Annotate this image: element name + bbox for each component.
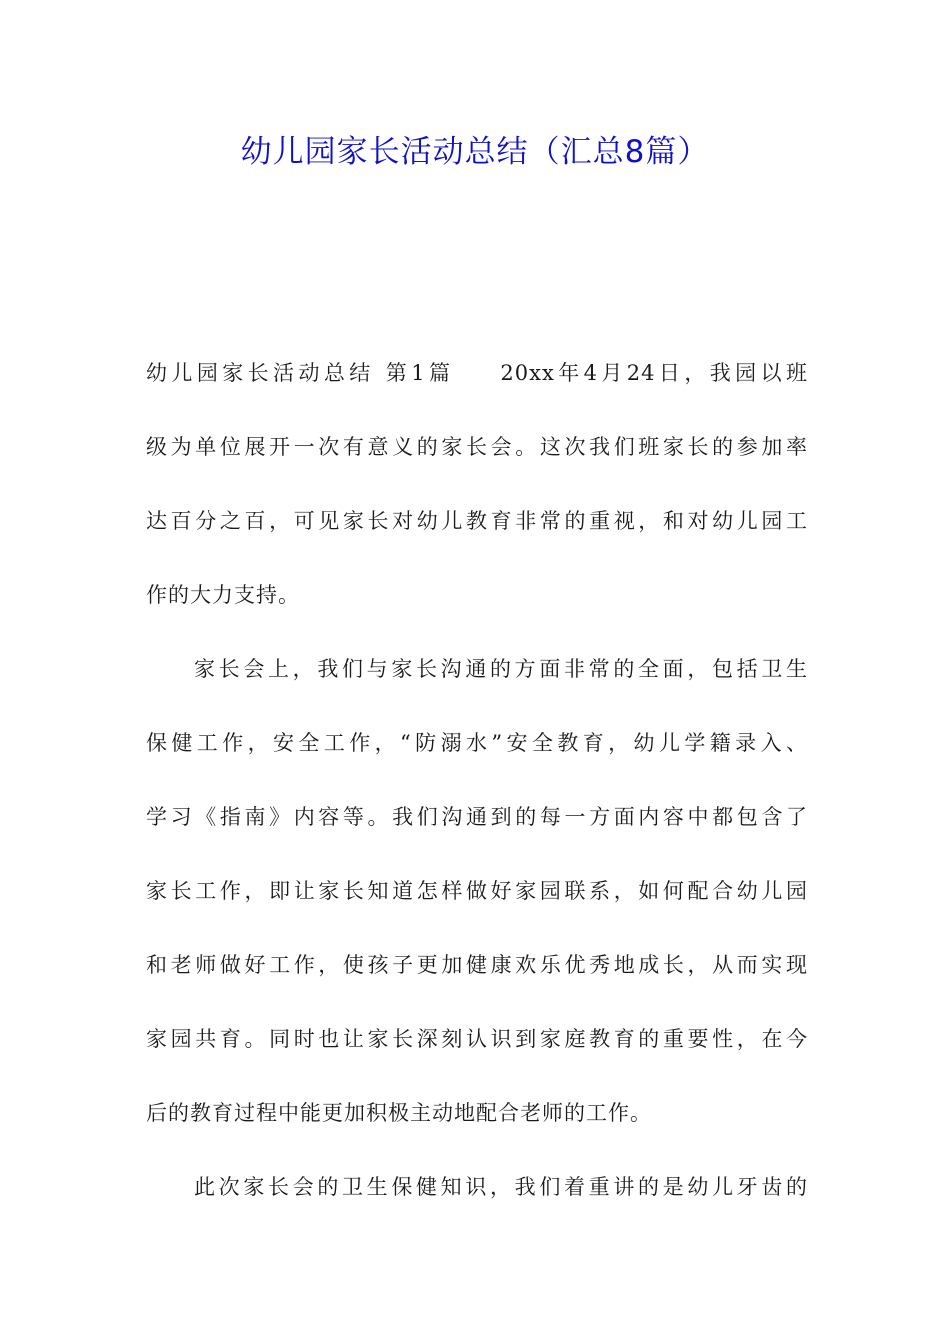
paragraph-2 bbox=[146, 632, 808, 1150]
paragraph-line: 家园共育。同时也让家长深刻认识到家庭教育的重要性，在今 bbox=[146, 1027, 808, 1051]
paragraph-line: 级为单位展开一次有意义的家长会。这次我们班家长的参加率 bbox=[146, 435, 808, 459]
paragraph-line: 学习《指南》内容等。我们沟通到的每一方面内容中都包含了 bbox=[146, 805, 808, 829]
paragraph-line: 后的教育过程中能更加积极主动地配合老师的工作。 bbox=[146, 1101, 652, 1125]
paragraph-line bbox=[146, 336, 808, 410]
paragraph-line: 保健工作，安全工作，“防溺水”安全教育，幼儿学籍录入、 bbox=[146, 731, 808, 755]
paragraph-3 bbox=[146, 1150, 808, 1224]
document-title: 幼儿园家长活动总结（汇总8篇） bbox=[240, 134, 710, 170]
paragraph-line: 达百分之百，可见家长对幼儿教育非常的重视，和对幼儿园工 bbox=[146, 509, 808, 533]
paragraph-line: 作的大力支持。 bbox=[146, 583, 300, 607]
paragraph-1 bbox=[146, 336, 808, 632]
paragraph-text: 20xx年4月24日，我园以班 bbox=[500, 361, 808, 385]
document-body bbox=[146, 336, 808, 1224]
paragraph-line: 和老师做好工作，使孩子更加健康欢乐优秀地成长，从而实现 bbox=[146, 953, 808, 977]
paragraph-line: 此次家长会的卫生保健知识，我们着重讲的是幼儿牙齿的 bbox=[194, 1175, 808, 1199]
section-heading: 幼儿园家长活动总结 第1篇 bbox=[146, 361, 455, 385]
paragraph-line: 家长会上，我们与家长沟通的方面非常的全面，包括卫生 bbox=[194, 657, 808, 681]
paragraph-line: 家长工作，即让家长知道怎样做好家园联系，如何配合幼儿园 bbox=[146, 879, 808, 903]
